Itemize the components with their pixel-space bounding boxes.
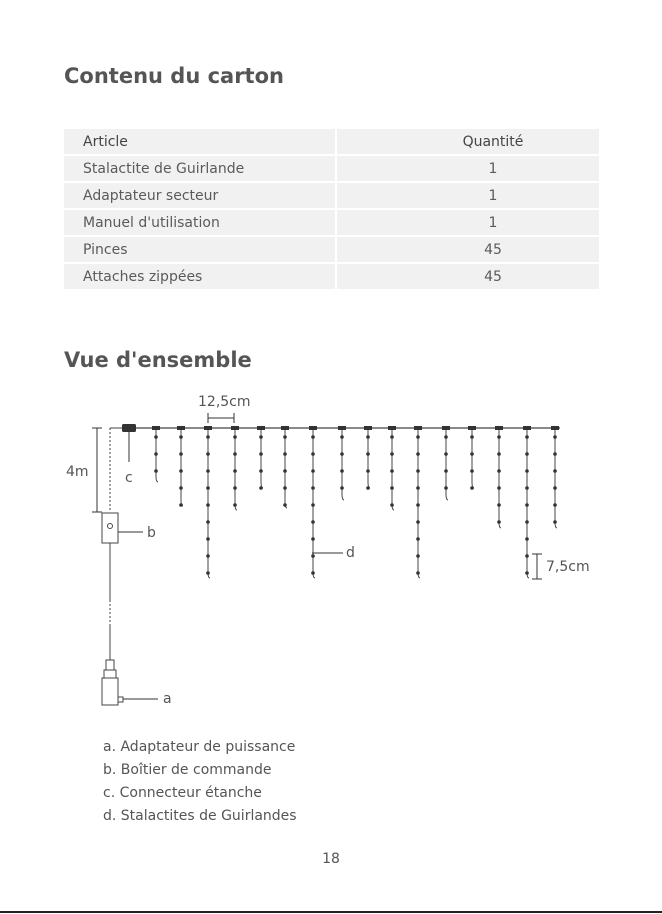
led-bulb-icon [283, 452, 287, 456]
led-bulb-icon [497, 469, 501, 473]
section-title-overview: Vue d'ensemble [64, 348, 252, 372]
led-bulb-icon [525, 435, 529, 439]
section-title-contents: Contenu du carton [64, 64, 284, 88]
article-cell: Stalactite de Guirlande [64, 156, 337, 181]
led-bulb-icon [444, 486, 448, 490]
led-bulb-icon [366, 435, 370, 439]
led-bulb-icon [525, 486, 529, 490]
led-bulb-icon [206, 452, 210, 456]
quantity-cell: 45 [337, 237, 599, 262]
height-label: 4m [66, 464, 89, 480]
led-bulb-icon [154, 452, 158, 456]
led-bulb-icon [525, 571, 529, 575]
led-bulb-icon [283, 486, 287, 490]
led-bulb-icon [206, 520, 210, 524]
height-dimension [66, 428, 102, 512]
led-bulb-icon [154, 469, 158, 473]
led-bulb-icon [416, 537, 420, 541]
led-bulb-icon [206, 503, 210, 507]
led-bulb-icon [340, 435, 344, 439]
led-bulb-icon [497, 435, 501, 439]
led-bulb-icon [444, 469, 448, 473]
led-bulb-icon [525, 537, 529, 541]
diagram-legend [103, 737, 297, 829]
led-bulb-icon [416, 486, 420, 490]
led-bulb-icon [206, 469, 210, 473]
led-bulb-icon [470, 469, 474, 473]
led-bulb-icon [470, 452, 474, 456]
led-bulb-icon [390, 486, 394, 490]
led-bulb-icon [525, 452, 529, 456]
led-bulb-icon [233, 452, 237, 456]
led-bulb-icon [311, 554, 315, 558]
led-bulb-icon [390, 503, 394, 507]
table-row [64, 183, 599, 208]
led-bulb-icon [259, 486, 263, 490]
article-cell: Adaptateur secteur [64, 183, 337, 208]
contents-table [64, 127, 599, 291]
led-bulb-icon [311, 435, 315, 439]
led-bulb-icon [206, 554, 210, 558]
led-bulb-icon [366, 452, 370, 456]
led-bulb-icon [311, 520, 315, 524]
led-bulb-icon [390, 452, 394, 456]
led-bulb-icon [444, 452, 448, 456]
led-bulb-icon [444, 435, 448, 439]
led-bulb-icon [233, 469, 237, 473]
led-bulb-icon [259, 469, 263, 473]
drop-spacing-label: 7,5cm [546, 559, 590, 575]
icicle-drops [152, 426, 559, 578]
table-row [64, 210, 599, 235]
led-bulb-icon [553, 469, 557, 473]
led-bulb-icon [233, 486, 237, 490]
led-bulb-icon [206, 435, 210, 439]
led-bulb-icon [179, 503, 183, 507]
led-bulb-icon [416, 435, 420, 439]
led-bulb-icon [497, 503, 501, 507]
led-bulb-icon [390, 435, 394, 439]
quantity-cell: 1 [337, 183, 599, 208]
led-bulb-icon [283, 435, 287, 439]
led-bulb-icon [233, 503, 237, 507]
led-bulb-icon [553, 486, 557, 490]
callout-c-label: c [125, 470, 133, 486]
led-bulb-icon [416, 503, 420, 507]
led-bulb-icon [553, 435, 557, 439]
led-bulb-icon [497, 486, 501, 490]
led-bulb-icon [311, 486, 315, 490]
led-bulb-icon [470, 435, 474, 439]
led-bulb-icon [525, 520, 529, 524]
led-bulb-icon [416, 469, 420, 473]
legend-item: b. Boîtier de commande [103, 762, 272, 778]
article-cell: Manuel d'utilisation [64, 210, 337, 235]
led-bulb-icon [206, 486, 210, 490]
led-bulb-icon [525, 469, 529, 473]
table-row [64, 156, 599, 181]
led-bulb-icon [340, 469, 344, 473]
led-bulb-icon [416, 452, 420, 456]
led-bulb-icon [179, 435, 183, 439]
legend-item: d. Stalactites de Guirlandes [103, 808, 297, 824]
led-bulb-icon [416, 520, 420, 524]
led-bulb-icon [497, 452, 501, 456]
led-bulb-icon [259, 435, 263, 439]
led-bulb-icon [311, 503, 315, 507]
led-bulb-icon [416, 554, 420, 558]
legend-item: a. Adaptateur de puissance [103, 739, 296, 755]
quantity-cell: 1 [337, 156, 599, 181]
callout-a-label: a [163, 691, 172, 707]
led-bulb-icon [311, 537, 315, 541]
led-bulb-icon [553, 452, 557, 456]
article-cell: Pinces [64, 237, 337, 262]
led-bulb-icon [233, 435, 237, 439]
led-bulb-icon [311, 571, 315, 575]
led-bulb-icon [206, 571, 210, 575]
table-header-row [64, 129, 599, 154]
icicle-light-diagram [0, 390, 662, 720]
bottom-rule [0, 911, 662, 913]
column-header-quantity: Quantité [337, 129, 599, 154]
led-bulb-icon [283, 469, 287, 473]
drop-spacing-dimension [532, 554, 590, 579]
spacing-dimension [198, 394, 251, 423]
led-bulb-icon [311, 469, 315, 473]
spacing-label: 12,5cm [198, 394, 251, 410]
led-bulb-icon [340, 452, 344, 456]
quantity-cell: 1 [337, 210, 599, 235]
led-bulb-icon [416, 571, 420, 575]
callout-b-label: b [147, 525, 156, 541]
page-number: 18 [322, 851, 340, 867]
led-bulb-icon [366, 469, 370, 473]
led-bulb-icon [340, 486, 344, 490]
column-header-article: Article [64, 129, 337, 154]
table-row [64, 237, 599, 262]
led-bulb-icon [259, 452, 263, 456]
led-bulb-icon [470, 486, 474, 490]
led-bulb-icon [283, 503, 287, 507]
led-bulb-icon [390, 469, 394, 473]
led-bulb-icon [179, 486, 183, 490]
legend-item: c. Connecteur étanche [103, 785, 262, 801]
quantity-cell: 45 [337, 264, 599, 289]
led-bulb-icon [366, 486, 370, 490]
led-bulb-icon [553, 520, 557, 524]
led-bulb-icon [553, 503, 557, 507]
power-adapter-icon [102, 660, 123, 705]
waterproof-connector-icon [122, 424, 136, 432]
led-bulb-icon [525, 503, 529, 507]
led-bulb-icon [179, 452, 183, 456]
callout-d-label: d [346, 545, 355, 561]
led-bulb-icon [311, 452, 315, 456]
led-bulb-icon [179, 469, 183, 473]
table-row [64, 264, 599, 289]
led-bulb-icon [206, 537, 210, 541]
led-bulb-icon [154, 435, 158, 439]
led-bulb-icon [497, 520, 501, 524]
led-bulb-icon [525, 554, 529, 558]
article-cell: Attaches zippées [64, 264, 337, 289]
